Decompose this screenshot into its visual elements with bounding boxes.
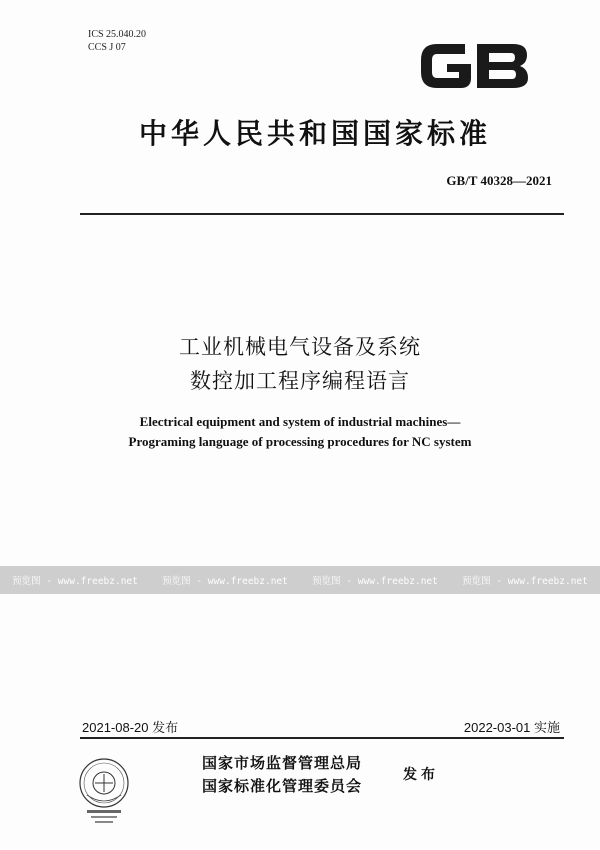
issuer-line-1: 国家市场监督管理总局 <box>202 754 363 772</box>
seal-icon <box>73 755 135 825</box>
watermark-text: 预览图 - www.freebz.net <box>12 576 138 587</box>
issue-action-label: 发布 <box>403 767 439 783</box>
english-title-line-1: Electrical equipment and system of industrial machines— <box>139 414 461 429</box>
standard-number: GB/T 40328—2021 <box>446 173 552 188</box>
issuer-line-2: 国家标准化管理委员会 <box>202 777 363 795</box>
issuing-authorities <box>202 752 362 798</box>
issue-date: 2021-08-20 发布 <box>82 720 179 735</box>
top-divider <box>80 213 564 215</box>
english-title-line-2: Programing language of processing procedures for NC system <box>128 434 472 449</box>
ccs-code: CCS J 07 <box>88 42 126 53</box>
chinese-title <box>0 330 600 398</box>
bottom-divider <box>80 737 564 739</box>
preview-watermark-band <box>0 566 600 594</box>
implementation-date: 2022-03-01 实施 <box>463 720 560 735</box>
watermark-text: 预览图 - www.freebz.net <box>462 576 588 587</box>
ics-code: ICS 25.040.20 <box>88 29 147 40</box>
national-standard-title: 中华人民共和国国家标准 <box>138 117 491 150</box>
chinese-title-line-1: 工业机械电气设备及系统 <box>179 335 421 359</box>
watermark-text: 预览图 - www.freebz.net <box>312 576 438 587</box>
english-title <box>0 412 600 452</box>
classification-codes <box>88 28 146 54</box>
chinese-title-line-2: 数控加工程序编程语言 <box>190 369 410 393</box>
watermark-text: 预览图 - www.freebz.net <box>162 576 288 587</box>
gb-logo-icon <box>415 38 533 94</box>
